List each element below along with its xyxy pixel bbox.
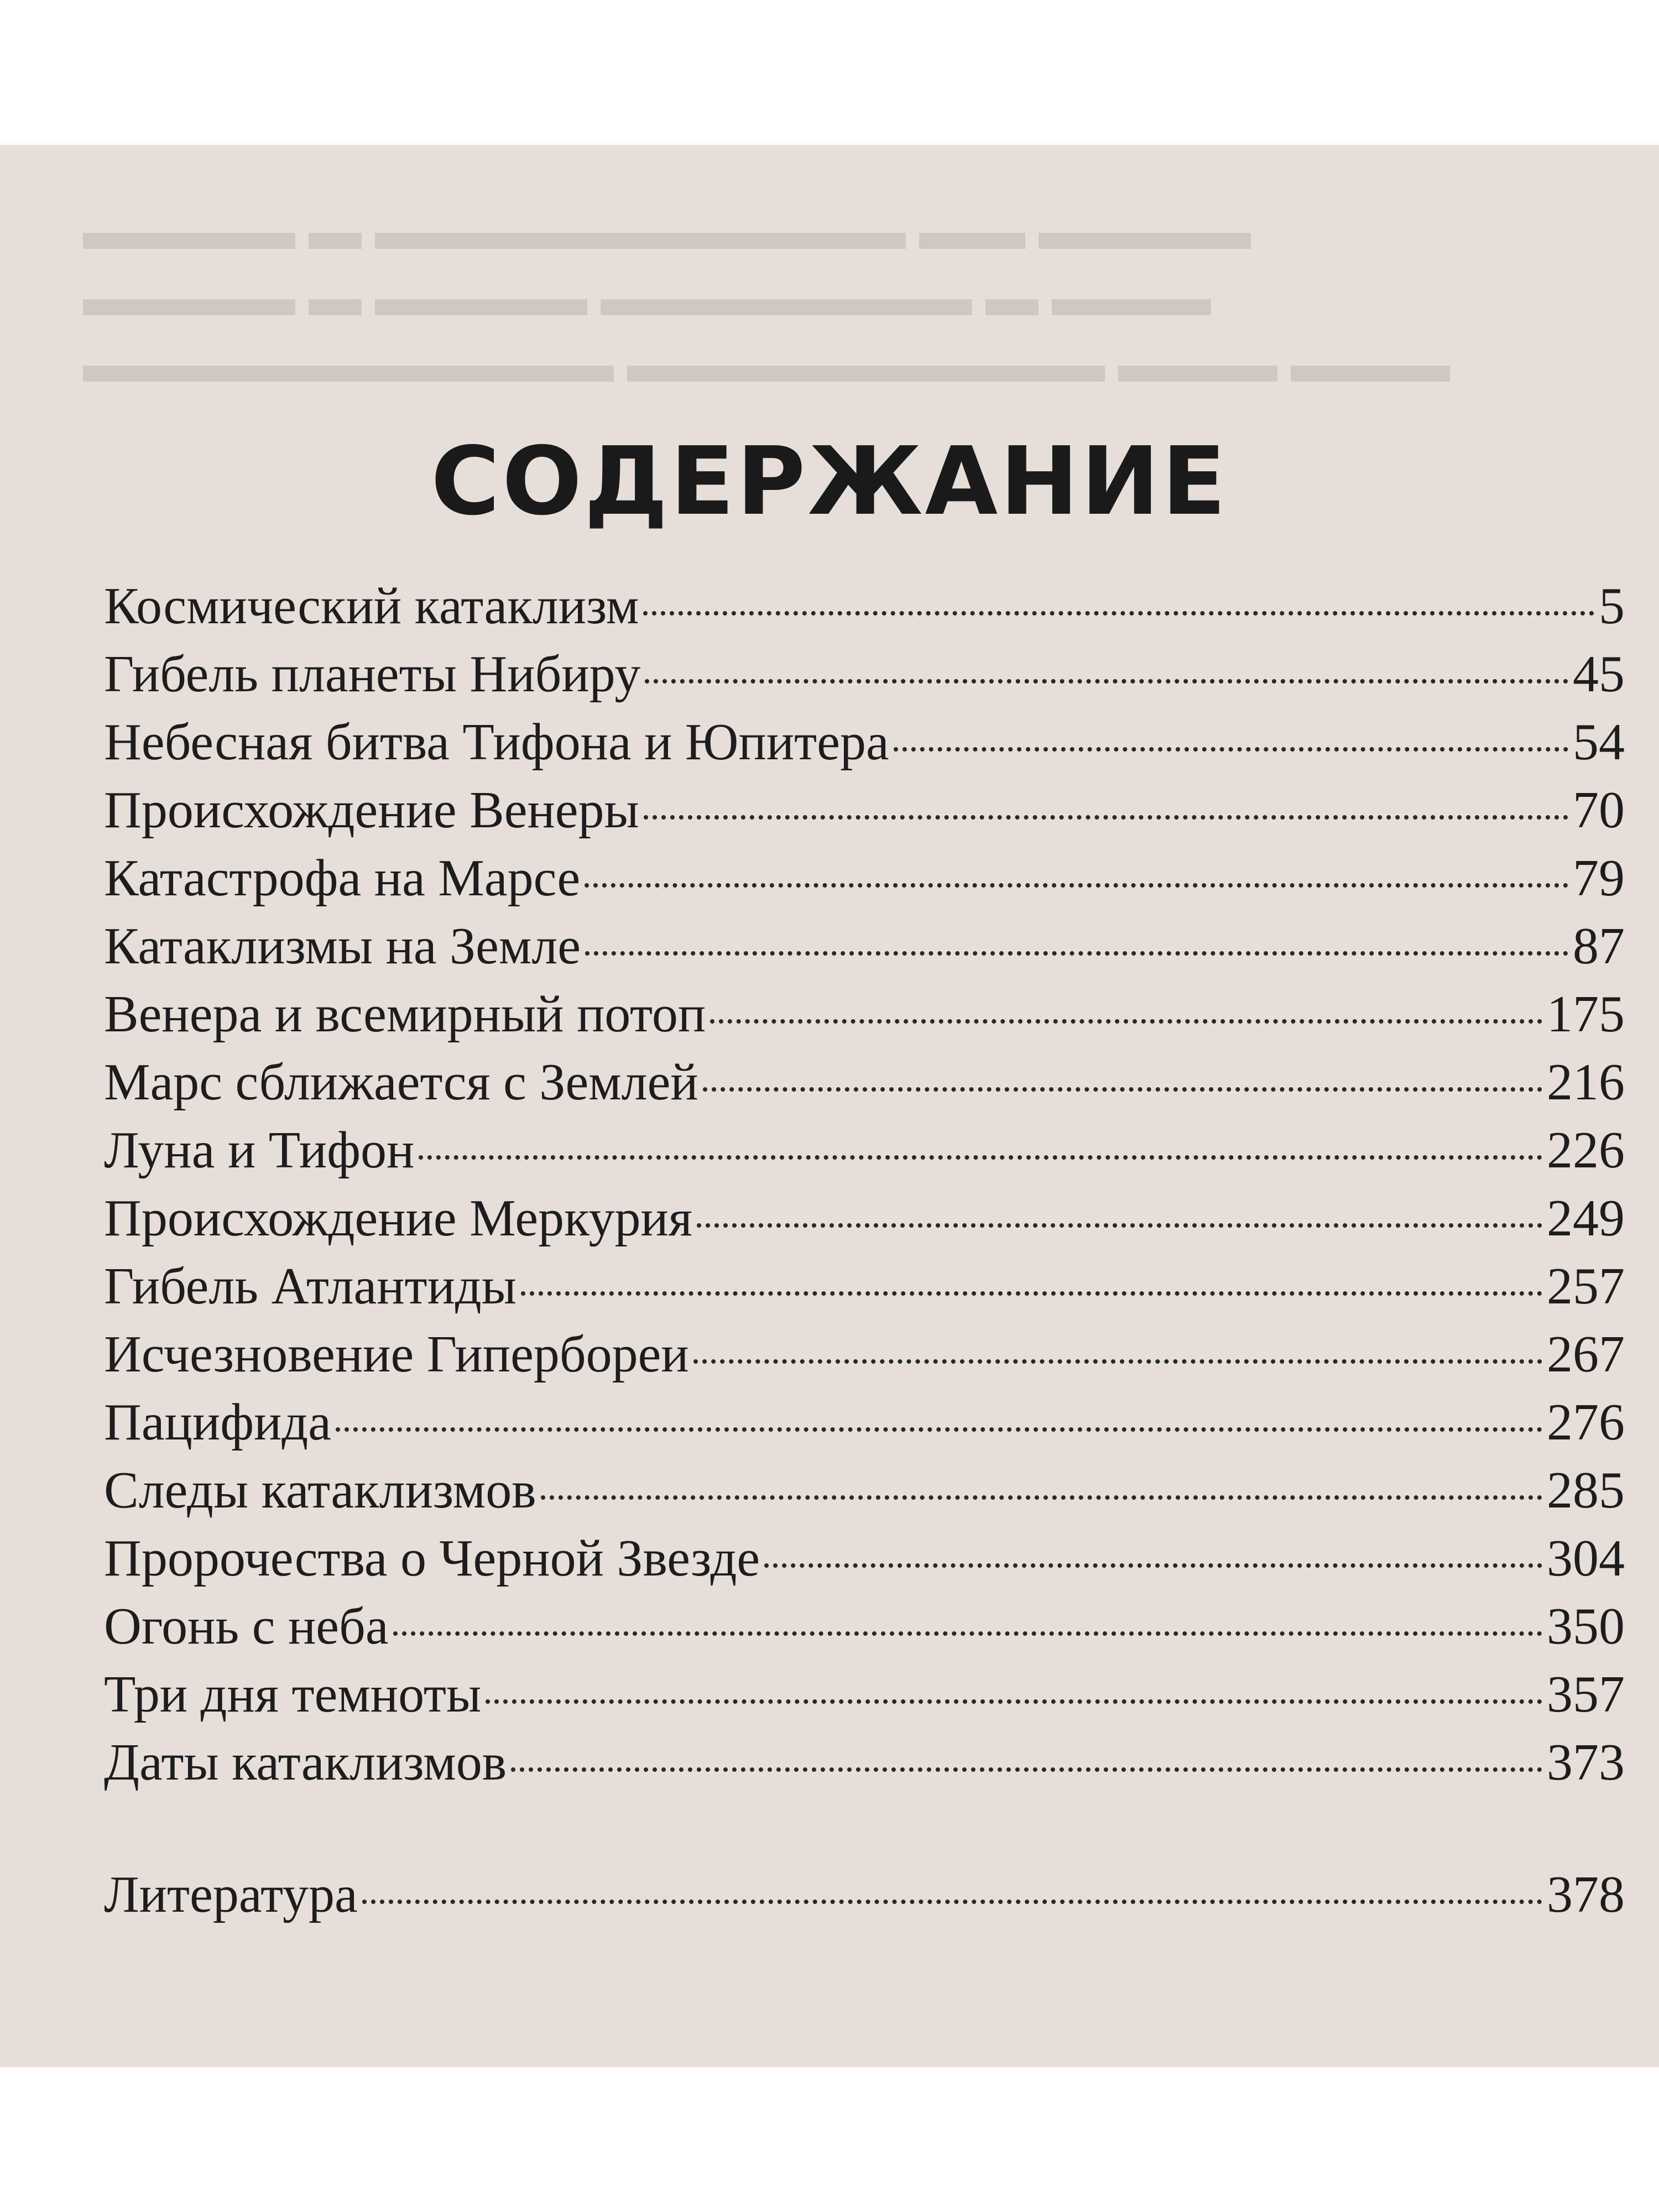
toc-entry-page: 378 [1547, 1866, 1625, 1923]
toc-entry-page: 276 [1547, 1394, 1625, 1451]
toc-entry [104, 1256, 1625, 1328]
toc-entry-title: Пророчества о Черной Звезде [104, 1530, 760, 1587]
show-through-text: ▬▬▬▬▬▬▬▬▬▬ ▬▬▬▬▬▬▬▬▬ ▬▬▬ ▬▬▬ [83, 334, 1450, 393]
toc-entry [104, 984, 1625, 1056]
toc-entry-title: Три дня темноты [104, 1666, 482, 1723]
toc-entry-title: Происхождение Меркурия [104, 1190, 693, 1247]
toc-entry-title: Следы катаклизмов [104, 1462, 536, 1519]
toc-entry [104, 1052, 1625, 1124]
toc-entry [104, 780, 1625, 852]
toc-entry [104, 1865, 1625, 1937]
toc-entry-page: 45 [1573, 645, 1625, 703]
toc-leader-dots [336, 1427, 1542, 1432]
toc-entry [104, 1597, 1625, 1668]
toc-entry-page: 226 [1547, 1121, 1625, 1179]
toc-entry-title: Катастрофа на Марсе [104, 849, 581, 907]
toc-leader-dots [511, 1767, 1542, 1772]
toc-entry [104, 1665, 1625, 1736]
toc-entry-title: Космический катаклизм [104, 577, 639, 635]
toc-leader-dots [693, 1359, 1542, 1364]
toc-entry [104, 1324, 1625, 1396]
toc-entry [104, 1188, 1625, 1260]
toc-entry [104, 1528, 1625, 1600]
book-page [0, 145, 1659, 2067]
toc-entry-title: Гибель Атлантиды [104, 1258, 517, 1315]
toc-entry-page: 249 [1547, 1190, 1625, 1247]
toc-entry-title: Гибель планеты Нибиру [104, 645, 641, 703]
show-through-text: ▬▬▬▬ ▬ ▬▬▬▬ ▬▬▬▬▬▬▬ ▬ ▬▬▬ [83, 268, 1211, 327]
toc-entry [104, 712, 1625, 784]
toc-entry-page: 175 [1547, 985, 1625, 1043]
toc-entry-title: Пацифида [104, 1394, 331, 1451]
toc-leader-dots [703, 1087, 1542, 1092]
page-title: СОДЕРЖАНИЕ [431, 427, 1228, 536]
toc-entry-page: 285 [1547, 1462, 1625, 1519]
toc-leader-dots [697, 1223, 1542, 1228]
toc-leader-dots [585, 883, 1568, 888]
toc-leader-dots [585, 951, 1568, 956]
toc-leader-dots [764, 1563, 1542, 1568]
toc-entry-page: 304 [1547, 1530, 1625, 1587]
show-through-text: ▬▬▬▬ ▬ ▬▬▬▬▬▬▬▬▬▬ ▬▬ ▬▬▬▬ [83, 201, 1251, 260]
toc-entry-page: 216 [1547, 1053, 1625, 1111]
toc-entry [104, 916, 1625, 988]
toc-entry-page: 373 [1547, 1734, 1625, 1791]
toc-entry [104, 1733, 1625, 1804]
toc-entry-title: Исчезновение Гипербореи [104, 1326, 689, 1383]
toc-entry-title: Огонь с неба [104, 1598, 389, 1655]
toc-entry-page: 5 [1599, 577, 1625, 635]
toc-leader-dots [362, 1900, 1542, 1904]
toc-entry-title: Венера и всемирный потоп [104, 985, 706, 1043]
toc-entry-title: Небесная битва Тифона и Юпитера [104, 713, 889, 771]
toc-entry-page: 357 [1547, 1666, 1625, 1723]
toc-entry-page: 257 [1547, 1258, 1625, 1315]
toc-leader-dots [521, 1291, 1542, 1296]
toc-entry-page: 350 [1547, 1598, 1625, 1655]
toc-entry [104, 576, 1625, 648]
toc-entry [104, 848, 1625, 920]
toc-entry-title: Даты катаклизмов [104, 1734, 507, 1791]
toc-entry-page: 54 [1573, 713, 1625, 771]
toc-leader-dots [541, 1495, 1542, 1500]
toc-entry-page: 79 [1573, 849, 1625, 907]
toc-leader-dots [645, 679, 1568, 684]
toc-leader-dots [710, 1019, 1542, 1024]
toc-leader-dots [894, 747, 1568, 752]
toc-entry [104, 1392, 1625, 1464]
toc-entry [104, 1460, 1625, 1532]
toc-entry-title: Марс сближается с Землей [104, 1053, 698, 1111]
toc-entry-page: 70 [1573, 781, 1625, 839]
toc-entry-page: 87 [1573, 917, 1625, 975]
toc-entry-title: Происхождение Венеры [104, 781, 639, 839]
toc-leader-dots [644, 815, 1568, 820]
toc-leader-dots [419, 1155, 1542, 1160]
toc-entry-page: 267 [1547, 1326, 1625, 1383]
toc-entry [104, 1120, 1625, 1192]
toc-entry-title: Литература [104, 1866, 358, 1923]
toc-entry-title: Катаклизмы на Земле [104, 917, 581, 975]
toc-leader-dots [486, 1699, 1542, 1704]
toc-leader-dots [643, 611, 1594, 615]
toc-leader-dots [393, 1631, 1542, 1636]
toc-entry [104, 644, 1625, 716]
toc-entry-title: Луна и Тифон [104, 1121, 415, 1179]
